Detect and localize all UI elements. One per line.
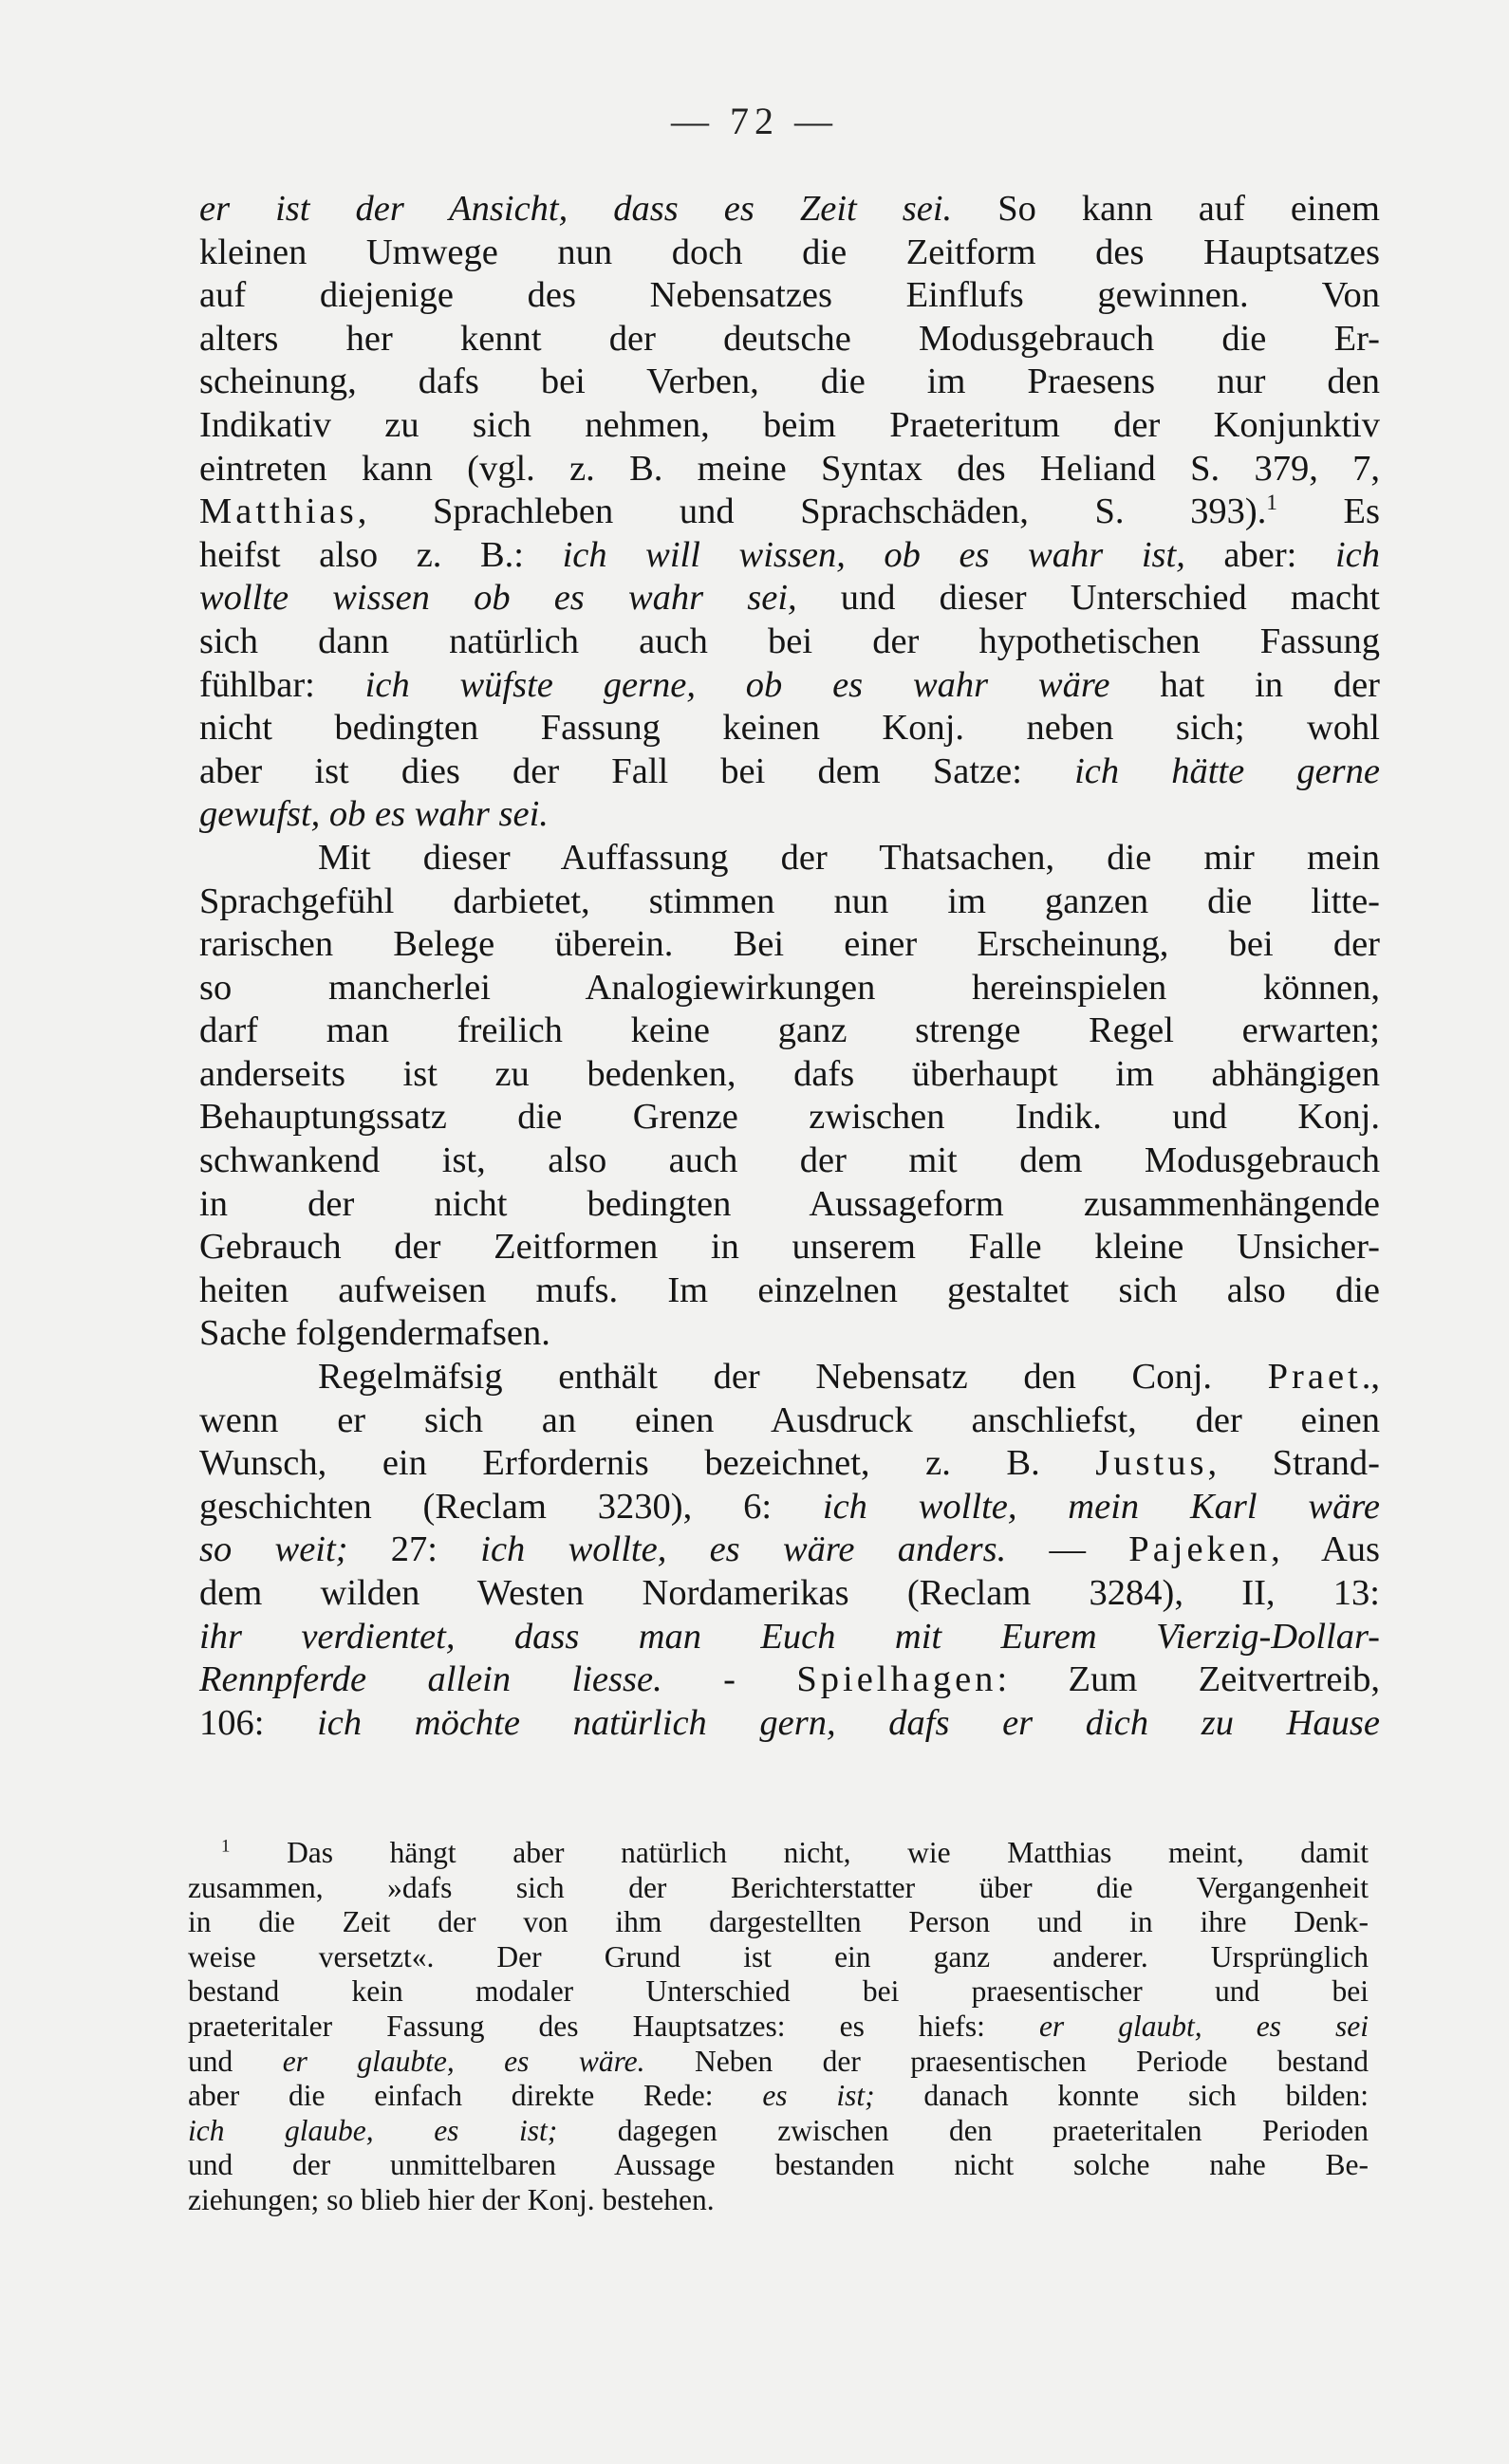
italic-text: ich wollte, mein Karl wäre: [822, 1486, 1380, 1527]
text-span: weise versetzt«. Der Grund ist ein ganz anderer. Ursprünglich: [188, 1939, 1369, 1973]
body-line: [199, 923, 1380, 967]
body-line: [199, 1356, 1380, 1399]
footnote-line: [188, 2114, 1369, 2149]
text-span: : Zum Zeitvertreib,: [997, 1659, 1381, 1700]
text-span: Regelmäfsig enthält der Nebensatz den Conj.: [318, 1357, 1268, 1398]
footnote-marker: 1: [221, 1836, 231, 1857]
body-line: [199, 1139, 1380, 1183]
footnote-line: [188, 2010, 1369, 2045]
text-span: heiten aufweisen mufs. Im einzelnen gestaltet sich also die: [199, 1269, 1380, 1310]
text-span: auf diejenige des Nebensatzes Einflufs gewinnen. Von: [199, 275, 1380, 316]
footnote-line: [188, 2183, 1369, 2218]
footnote-line: [188, 2079, 1369, 2114]
text-span: Es: [1276, 491, 1381, 532]
text-span: danach konnte sich bilden:: [874, 2079, 1369, 2113]
body-line: [199, 577, 1380, 621]
footnote-line: [188, 2148, 1369, 2183]
text-span: Sache folgendermafsen.: [199, 1313, 550, 1354]
text-span: .,: [1361, 1357, 1380, 1398]
body-line: [199, 491, 1380, 534]
text-span: So kann auf einem: [952, 189, 1380, 229]
body-line: [199, 1616, 1380, 1659]
body-line: [199, 837, 1380, 880]
italic-text: ihr verdientet, dass man Euch mit Eurem Vierzig-Dollar-: [199, 1616, 1380, 1657]
body-line: [199, 232, 1380, 275]
text-span: Gebrauch der Zeitformen in unserem Falle kleine Unsicher-: [199, 1227, 1380, 1268]
text-span: 106:: [199, 1702, 318, 1743]
italic-text: gewufst, ob es wahr sei.: [199, 794, 549, 835]
text-span: aber die einfach direkte Rede:: [188, 2079, 763, 2113]
text-span: rarischen Belege überein. Bei einer Erscheinung, bei der: [199, 924, 1380, 965]
body-line: [199, 707, 1380, 750]
text-span: ziehungen; so blieb hier der Konj. bestehen.: [188, 2182, 715, 2216]
body-line: [199, 967, 1380, 1010]
body-line: [199, 188, 1380, 232]
text-span: eintreten kann (vgl. z. B. meine Syntax des Heliand S. 379, 7,: [199, 448, 1380, 489]
body-line: [199, 361, 1380, 404]
text-span: —: [1006, 1529, 1129, 1570]
text-span: Praet: [1267, 1357, 1362, 1398]
body-line: [199, 1226, 1380, 1269]
text-span: so mancherlei Analogiewirkungen hereinspielen können,: [199, 967, 1380, 1008]
body-line: [199, 1572, 1380, 1616]
body-line: [199, 318, 1380, 361]
text-span: geschichten (Reclam 3230), 6:: [199, 1486, 823, 1527]
italic-text: er glaubt, es sei: [1038, 2009, 1369, 2043]
body-line: [199, 1658, 1380, 1702]
text-span: und dieser Unterschied macht: [796, 578, 1380, 619]
text-span: Spielhagen: [796, 1659, 997, 1700]
footnote-marker: 1: [1266, 490, 1277, 515]
text-span: fühlbar:: [199, 664, 365, 705]
body-line: [199, 793, 1380, 837]
body-line: [199, 1312, 1380, 1356]
text-span: heifst also z. B.:: [199, 534, 563, 575]
italic-text: ich möchte natürlich gern, dafs er dich zu Hause: [317, 1702, 1380, 1743]
text-span: in die Zeit der von ihm dargestellten Person und in ihre Denk-: [188, 1905, 1369, 1939]
body-line: [199, 448, 1380, 491]
body-line: [199, 1399, 1380, 1443]
text-span: Das hängt aber natürlich nicht, wie Matthias meint, damit: [230, 1836, 1369, 1869]
italic-text: Rennpferde allein liesse.: [199, 1659, 662, 1700]
body-line: [199, 1053, 1380, 1097]
body-line: [199, 1096, 1380, 1139]
text-span: nicht bedingten Fassung keinen Konj. neben sich; wohl: [199, 708, 1380, 749]
text-span: , Sprachleben und Sprachschäden, S. 393).: [357, 491, 1267, 532]
body-line: [199, 1702, 1380, 1746]
body-line: [199, 1183, 1380, 1227]
italic-text: ich will wissen, ob es wahr ist,: [562, 534, 1185, 575]
body-line: [199, 880, 1380, 924]
text-span: darf man freilich keine ganz strenge Regel erwarten;: [199, 1010, 1380, 1051]
italic-text: so weit;: [199, 1529, 348, 1570]
text-span: Indikativ zu sich nehmen, beim Praeteritum der Konjunktiv: [199, 404, 1380, 445]
italic-text: ich hätte gerne: [1074, 750, 1380, 791]
text-span: und: [188, 2044, 283, 2078]
page-number: — 72 —: [671, 100, 838, 142]
main-text: [199, 188, 1380, 1745]
footnote-line: [188, 1940, 1369, 1975]
body-line: [199, 750, 1380, 794]
text-span: praeteritaler Fassung des Hauptsatzes: es hiefs:: [188, 2009, 1039, 2043]
text-span: scheinung, dafs bei Verben, die im Praesens nur den: [199, 361, 1380, 402]
text-span: wenn er sich an einen Ausdruck anschliefst, der einen: [199, 1399, 1380, 1440]
text-span: Sprachgefühl darbietet, stimmen nun im ganzen die litte-: [199, 880, 1380, 921]
text-span: kleinen Umwege nun doch die Zeitform des Hauptsatzes: [199, 232, 1380, 272]
italic-text: ich wollte, es wäre anders.: [480, 1529, 1007, 1570]
footnote-line: [188, 2045, 1369, 2080]
body-line: [199, 664, 1380, 708]
text-span: dem wilden Westen Nordamerikas (Reclam 3284), II, 13:: [199, 1573, 1380, 1613]
body-line: [199, 404, 1380, 448]
text-span: alters her kennt der deutsche Modusgebrauch die Er-: [199, 318, 1380, 359]
text-span: Justus: [1095, 1443, 1208, 1484]
italic-text: er glaubte, es wäre.: [282, 2044, 645, 2078]
italic-text: ich: [1334, 534, 1380, 575]
text-span: Behauptungssatz die Grenze zwischen Indik. und Konj.: [199, 1097, 1380, 1138]
text-span: hat in der: [1109, 664, 1380, 705]
italic-text: er ist der Ansicht, dass es Zeit sei.: [199, 189, 953, 229]
text-span: sich dann natürlich auch bei der hypothetischen Fassung: [199, 621, 1380, 661]
text-span: 27:: [347, 1529, 481, 1570]
footnote-line: [188, 1905, 1369, 1940]
italic-text: ich glaube, es ist;: [188, 2113, 558, 2147]
text-span: und der unmittelbaren Aussage bestanden nicht solche nahe Be-: [188, 2148, 1369, 2182]
italic-text: ich wüfste gerne, ob es wahr wäre: [364, 664, 1110, 705]
body-line: [199, 1486, 1380, 1529]
body-line: [199, 534, 1380, 578]
text-span: bestand kein modaler Unterschied bei praesentischer und bei: [188, 1974, 1369, 2009]
footnote-line: [188, 1974, 1369, 2010]
italic-text: es ist;: [762, 2079, 875, 2113]
body-line: [199, 1442, 1380, 1486]
body-line: [199, 621, 1380, 664]
body-line: [199, 1010, 1380, 1053]
text-span: Pajeken: [1128, 1529, 1272, 1570]
text-span: in der nicht bedingten Aussageform zusammenhängende: [199, 1183, 1380, 1224]
text-span: -: [661, 1659, 797, 1700]
body-line: [199, 1269, 1380, 1313]
footnote-line: [188, 1836, 1369, 1871]
text-span: Neben der praesentischen Periode bestand: [644, 2044, 1369, 2078]
text-span: dagegen zwischen den praeteritalen Perioden: [557, 2113, 1369, 2147]
text-span: Matthias: [199, 491, 358, 532]
footnote-line: [188, 1871, 1369, 1906]
body-line: [199, 1528, 1380, 1572]
text-span: aber:: [1184, 534, 1335, 575]
text-span: aber ist dies der Fall bei dem Satze:: [199, 750, 1075, 791]
text-span: , Strand-: [1207, 1443, 1380, 1484]
footnotes: [188, 1836, 1369, 2218]
text-span: schwankend ist, also auch der mit dem Modusgebrauch: [199, 1140, 1380, 1181]
text-span: zusammen, »dafs sich der Berichterstatter über die Vergangenheit: [188, 1870, 1369, 1904]
body-line: [199, 274, 1380, 318]
text-span: Mit dieser Auffassung der Thatsachen, die mir mein: [318, 837, 1380, 878]
italic-text: wollte wissen ob es wahr sei,: [199, 578, 797, 619]
text-span: anderseits ist zu bedenken, dafs überhaupt im abhängigen: [199, 1053, 1380, 1094]
text-span: , Aus: [1271, 1529, 1380, 1570]
text-span: Wunsch, ein Erfordernis bezeichnet, z. B.: [199, 1443, 1096, 1484]
